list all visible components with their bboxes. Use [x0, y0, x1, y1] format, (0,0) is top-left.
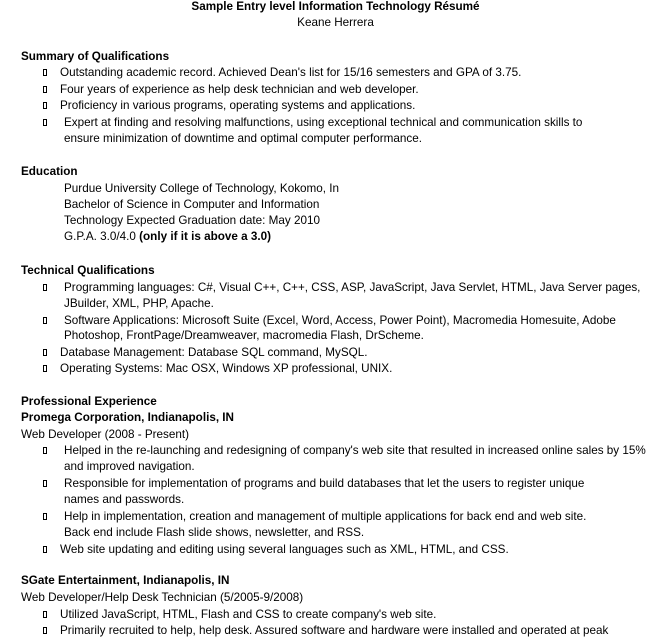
technical-item: Software Applications: Microsoft Suite (Excel, Word, Access, Power Point), Macromedia Homesuite, Adobe — [64, 314, 616, 327]
bullet-icon — [42, 365, 49, 373]
education-gpa: G.P.A. 3.0/4.0 — [64, 230, 136, 243]
bullet-icon — [42, 611, 49, 619]
bullet-icon — [42, 627, 49, 635]
education-heading: Education — [21, 165, 78, 178]
job-item: Helped in the re-launching and redesigning of company's web site that resulted in increased online sales by 15% — [64, 444, 646, 457]
education-gpa-line — [64, 229, 271, 245]
bullet-icon — [42, 119, 49, 127]
job-company: SGate Entertainment, Indianapolis, IN — [21, 574, 230, 587]
job-role: Web Developer/Help Desk Technician (5/2005-9/2008) — [21, 591, 304, 604]
job-role: Web Developer (2008 - Present) — [21, 428, 190, 441]
job-item-continued: names and passwords. — [64, 493, 185, 506]
job-company: Promega Corporation, Indianapolis, IN — [21, 411, 234, 424]
bullet-icon — [42, 86, 49, 94]
education-degree: Bachelor of Science in Computer and Information — [64, 198, 320, 211]
job-item: Web site updating and editing using several languages such as XML, HTML, and CSS. — [60, 543, 509, 556]
summary-item-continued: ensure minimization of downtime and optimal computer performance. — [64, 132, 422, 145]
bullet-icon — [42, 513, 49, 521]
job-item: Utilized JavaScript, HTML, Flash and CSS to create company's web site. — [60, 608, 437, 621]
job-item: Primarily recruited to help, help desk. Assured software and hardware were installed and operated at peak — [60, 624, 609, 637]
technical-heading: Technical Qualifications — [21, 264, 155, 277]
technical-item: Programming languages: C#, Visual C++, C++, CSS, ASP, JavaScript, Java Servlet, HTML, Java Server pages, — [64, 281, 641, 294]
resume-title: Sample Entry level Information Technology Résumé — [191, 0, 480, 13]
bullet-icon — [42, 102, 49, 110]
bullet-icon — [42, 349, 49, 357]
summary-item: Proficiency in various programs, operating systems and applications. — [60, 99, 416, 112]
job-item-continued: and improved navigation. — [64, 460, 195, 473]
job-item-continued: Back end include Flash slide shows, newsletter, and RSS. — [64, 526, 365, 539]
summary-item: Expert at finding and resolving malfunctions, using exceptional technical and communication skills to — [64, 116, 583, 129]
technical-item-continued: Photoshop, FrontPage/Dreamweaver, macromedia Flash, DrScheme. — [64, 329, 424, 342]
bullet-icon — [42, 284, 49, 292]
education-school: Purdue University College of Technology, Kokomo, In — [64, 182, 340, 195]
bullet-icon — [42, 546, 49, 554]
technical-item-continued: JBuilder, XML, PHP, Apache. — [64, 297, 214, 310]
bullet-icon — [42, 317, 49, 325]
job-item: Help in implementation, creation and management of multiple applications for back end and web site. — [64, 510, 587, 523]
bullet-icon — [42, 69, 49, 77]
summary-item: Outstanding academic record. Achieved Dean's list for 15/16 semesters and GPA of 3.75. — [60, 66, 522, 79]
education-gpa-note: (only if it is above a 3.0) — [139, 230, 272, 243]
bullet-icon — [42, 447, 49, 455]
job-item: Responsible for implementation of programs and build databases that let the users to register unique — [64, 477, 585, 490]
summary-heading: Summary of Qualifications — [21, 50, 170, 63]
bullet-icon — [42, 480, 49, 488]
technical-item: Database Management: Database SQL command, MySQL. — [60, 346, 368, 359]
candidate-name: Keane Herrera — [297, 16, 374, 29]
education-graduation: Technology Expected Graduation date: May 2010 — [64, 214, 320, 227]
experience-heading: Professional Experience — [21, 395, 157, 408]
technical-item: Operating Systems: Mac OSX, Windows XP professional, UNIX. — [60, 362, 393, 375]
summary-item: Four years of experience as help desk technician and web developer. — [60, 83, 419, 96]
